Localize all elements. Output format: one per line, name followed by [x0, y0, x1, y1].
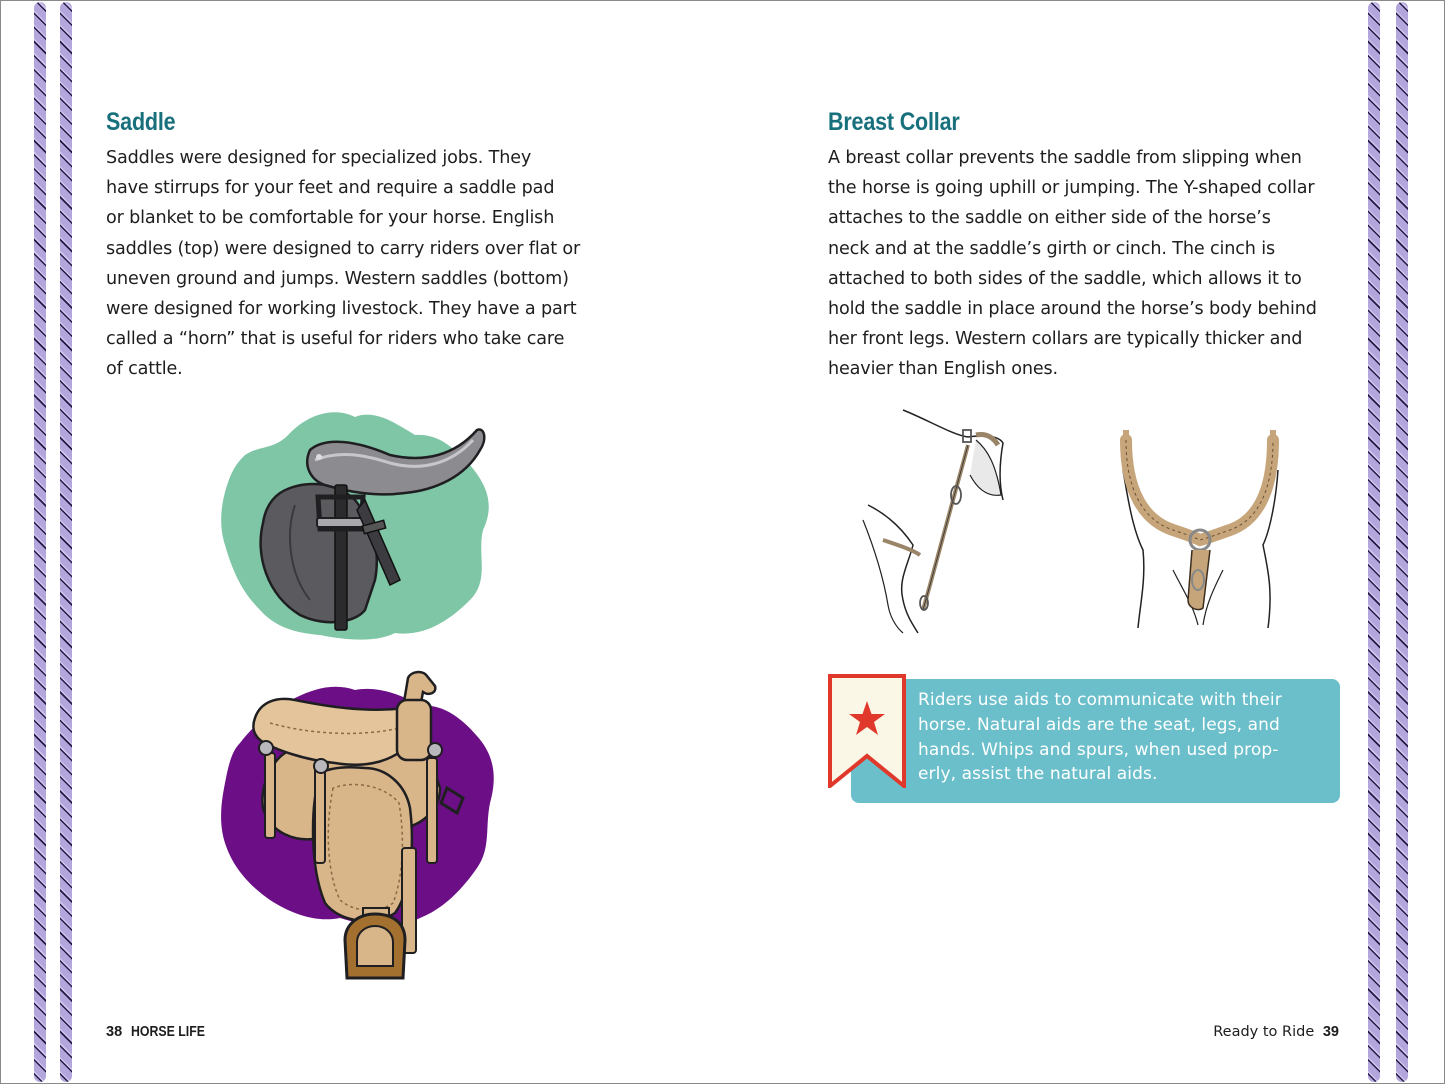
- collar-line: the horse is going uphill or jumping. The Y-shaped collar: [828, 178, 1315, 199]
- callout-line: horse. Natural aids are the seat, legs, and: [918, 714, 1280, 735]
- tip-callout-text: [918, 688, 1328, 787]
- saddle-line: of cattle.: [106, 359, 183, 380]
- right-page-footer: [1213, 1024, 1339, 1040]
- collar-line: hold the saddle in place around the horse’s body behind: [828, 299, 1317, 320]
- breast-collar-heading: Breast Collar: [828, 108, 960, 136]
- saddle-heading: Saddle: [106, 108, 176, 136]
- saddle-section: [106, 108, 626, 385]
- collar-line: attaches to the saddle on either side of the horse’s: [828, 208, 1271, 229]
- breast-collar-paragraph: [828, 143, 1348, 385]
- breast-collar-front-view: [1118, 430, 1283, 630]
- right-rope-outer: [1396, 2, 1408, 1082]
- collar-line: her front legs. Western collars are typically thicker and: [828, 329, 1303, 350]
- collar-line: attached to both sides of the saddle, which allows it to: [828, 268, 1302, 289]
- left-rope-outer: [34, 2, 46, 1082]
- left-rope-inner: [60, 2, 72, 1082]
- saddle-line: or blanket to be comfortable for your horse. English: [106, 208, 555, 229]
- saddle-line: have stirrups for your feet and require a saddle pad: [106, 178, 555, 199]
- chapter-title-footer: Ready to Ride: [1213, 1024, 1315, 1040]
- collar-line: A breast collar prevents the saddle from slipping when: [828, 148, 1302, 168]
- breast-collar-side-view: [858, 405, 1018, 635]
- english-saddle-illustration: [215, 405, 495, 645]
- left-page-footer: [106, 1024, 218, 1040]
- callout-line: Riders use aids to communicate with their: [918, 690, 1282, 710]
- breast-collar-section: [828, 108, 1348, 385]
- saddle-line: Saddles were designed for specialized jobs. They: [106, 148, 532, 168]
- saddle-line: uneven ground and jumps. Western saddles (bottom): [106, 268, 569, 289]
- saddle-line: saddles (top) were designed to carry riders over flat or: [106, 238, 581, 259]
- callout-line: erly, assist the natural aids.: [918, 764, 1158, 785]
- collar-line: heavier than English ones.: [828, 359, 1058, 380]
- right-page-number: 39: [1322, 1024, 1339, 1040]
- western-saddle-illustration: [215, 668, 505, 983]
- collar-line: neck and at the saddle’s girth or cinch. The cinch is: [828, 238, 1275, 259]
- saddle-line: called a “horn” that is useful for riders who take care: [106, 329, 565, 350]
- right-rope-inner: [1368, 2, 1380, 1082]
- callout-line: hands. Whips and spurs, when used prop-: [918, 739, 1279, 760]
- saddle-line: were designed for working livestock. They have a part: [106, 299, 577, 320]
- book-title-footer: HORSE LIFE: [130, 1024, 205, 1040]
- star-bookmark-icon: [828, 674, 906, 788]
- saddle-paragraph: [106, 143, 626, 385]
- left-page-number: 38: [106, 1024, 123, 1040]
